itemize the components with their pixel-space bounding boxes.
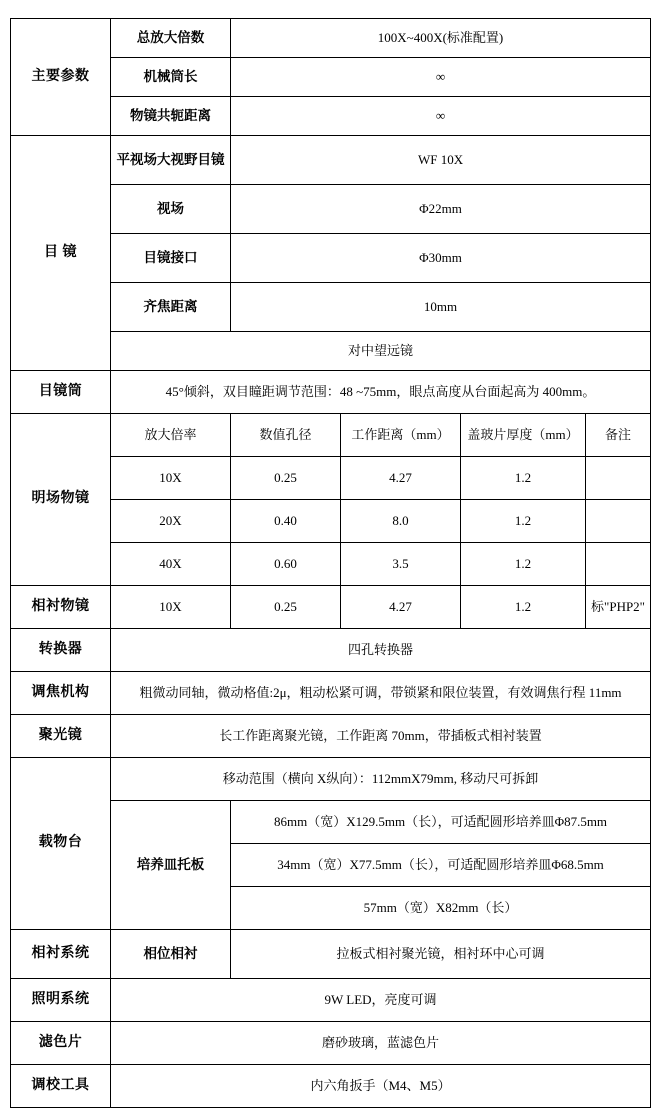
cell-objective-conjugate-distance-label: 物镜共轭距离 (111, 97, 231, 136)
table-row (11, 629, 651, 672)
table-row (11, 414, 651, 457)
cell-stage-range-value: 移动范围（横向 X纵向）：112mmX79mm, 移动尺可拆卸 (111, 758, 651, 801)
cell-widefield-eyepiece-label: 平视场大视野目镜 (111, 136, 231, 185)
cell-eyepiece-tube-value: 45°倾斜，双目瞳距调节范围：48 ~75mm，眼点高度从台面起高为 400mm。 (111, 371, 651, 414)
col-header-remark: 备注 (586, 414, 651, 457)
row-label-eyepiece-tube: 目镜筒 (11, 371, 111, 414)
table-row (11, 1065, 651, 1108)
cell-bf-obj-2-wd: 3.5 (341, 543, 461, 586)
cell-bf-obj-1-na: 0.40 (231, 500, 341, 543)
cell-parfocal-distance-value: 10mm (231, 283, 651, 332)
table-row (11, 371, 651, 414)
col-header-coverslip-thickness: 盖玻片厚度（mm） (461, 414, 586, 457)
cell-ph-obj-0-remark: 标"PHP2" (586, 586, 651, 629)
col-header-na: 数值孔径 (231, 414, 341, 457)
cell-bf-obj-0-remark (586, 457, 651, 500)
cell-bf-obj-0-coverslip: 1.2 (461, 457, 586, 500)
table-row (11, 930, 651, 979)
row-label-main-params: 主要参数 (11, 19, 111, 136)
row-label-eyepiece: 目 镜 (11, 136, 111, 371)
cell-total-magnification-value: 100X~400X(标准配置) (231, 19, 651, 58)
cell-field-of-view-label: 视场 (111, 185, 231, 234)
table-row (11, 586, 651, 629)
cell-total-magnification-label: 总放大倍数 (111, 19, 231, 58)
row-label-condenser: 聚光镜 (11, 715, 111, 758)
cell-field-of-view-value: Φ22mm (231, 185, 651, 234)
microscope-specification-table (10, 18, 651, 1108)
row-label-converter: 转换器 (11, 629, 111, 672)
col-header-magnification: 放大倍率 (111, 414, 231, 457)
row-label-stage: 载物台 (11, 758, 111, 930)
table-row (11, 136, 651, 185)
cell-dish-holder-item-0: 86mm（宽）X129.5mm（长），可适配圆形培养皿Φ87.5mm (231, 801, 651, 844)
cell-dish-holder-item-2: 57mm（宽）X82mm（长） (231, 887, 651, 930)
cell-objective-conjugate-distance-value: ∞ (231, 97, 651, 136)
cell-bf-obj-2-remark (586, 543, 651, 586)
row-label-tool: 调校工具 (11, 1065, 111, 1108)
row-label-illumination: 照明系统 (11, 979, 111, 1022)
row-label-phase-system: 相衬系统 (11, 930, 111, 979)
row-label-phase-objective: 相衬物镜 (11, 586, 111, 629)
cell-widefield-eyepiece-value: WF 10X (231, 136, 651, 185)
cell-parfocal-distance-label: 齐焦距离 (111, 283, 231, 332)
cell-ph-obj-0-na: 0.25 (231, 586, 341, 629)
table-row (11, 1022, 651, 1065)
cell-tool-value: 内六角扳手（M4、M5） (111, 1065, 651, 1108)
table-row (11, 758, 651, 801)
cell-dish-holder-label: 培养皿托板 (111, 801, 231, 930)
cell-bf-obj-2-coverslip: 1.2 (461, 543, 586, 586)
cell-mechanical-tube-length-label: 机械筒长 (111, 58, 231, 97)
cell-ph-obj-0-magnification: 10X (111, 586, 231, 629)
row-label-focusing: 调焦机构 (11, 672, 111, 715)
table-row (11, 715, 651, 758)
cell-bf-obj-2-na: 0.60 (231, 543, 341, 586)
cell-bf-obj-0-na: 0.25 (231, 457, 341, 500)
cell-phase-contrast-label: 相位相衬 (111, 930, 231, 979)
cell-ph-obj-0-wd: 4.27 (341, 586, 461, 629)
cell-bf-obj-2-magnification: 40X (111, 543, 231, 586)
cell-illumination-value: 9W LED，亮度可调 (111, 979, 651, 1022)
cell-bf-obj-0-magnification: 10X (111, 457, 231, 500)
cell-filter-value: 磨砂玻璃，蓝滤色片 (111, 1022, 651, 1065)
cell-bf-obj-1-magnification: 20X (111, 500, 231, 543)
cell-eyepiece-interface-label: 目镜接口 (111, 234, 231, 283)
cell-condenser-value: 长工作距离聚光镜，工作距离 70mm，带插板式相衬装置 (111, 715, 651, 758)
cell-converter-value: 四孔转换器 (111, 629, 651, 672)
cell-bf-obj-1-wd: 8.0 (341, 500, 461, 543)
cell-ph-obj-0-coverslip: 1.2 (461, 586, 586, 629)
table-row (11, 19, 651, 58)
cell-focusing-value: 粗微动同轴，微动格值:2μ，粗动松紧可调，带锁紧和限位装置，有效调焦行程 11mm (111, 672, 651, 715)
cell-bf-obj-1-remark (586, 500, 651, 543)
cell-mechanical-tube-length-value: ∞ (231, 58, 651, 97)
table-row (11, 979, 651, 1022)
row-label-brightfield-objective: 明场物镜 (11, 414, 111, 586)
col-header-working-distance: 工作距离（mm） (341, 414, 461, 457)
cell-bf-obj-1-coverslip: 1.2 (461, 500, 586, 543)
cell-dish-holder-item-1: 34mm（宽）X77.5mm（长），可适配圆形培养皿Φ68.5mm (231, 844, 651, 887)
cell-bf-obj-0-wd: 4.27 (341, 457, 461, 500)
cell-centering-telescope-value: 对中望远镜 (111, 332, 651, 371)
table-row (11, 672, 651, 715)
cell-phase-contrast-value: 拉板式相衬聚光镜，相衬环中心可调 (231, 930, 651, 979)
row-label-filter: 滤色片 (11, 1022, 111, 1065)
cell-eyepiece-interface-value: Φ30mm (231, 234, 651, 283)
